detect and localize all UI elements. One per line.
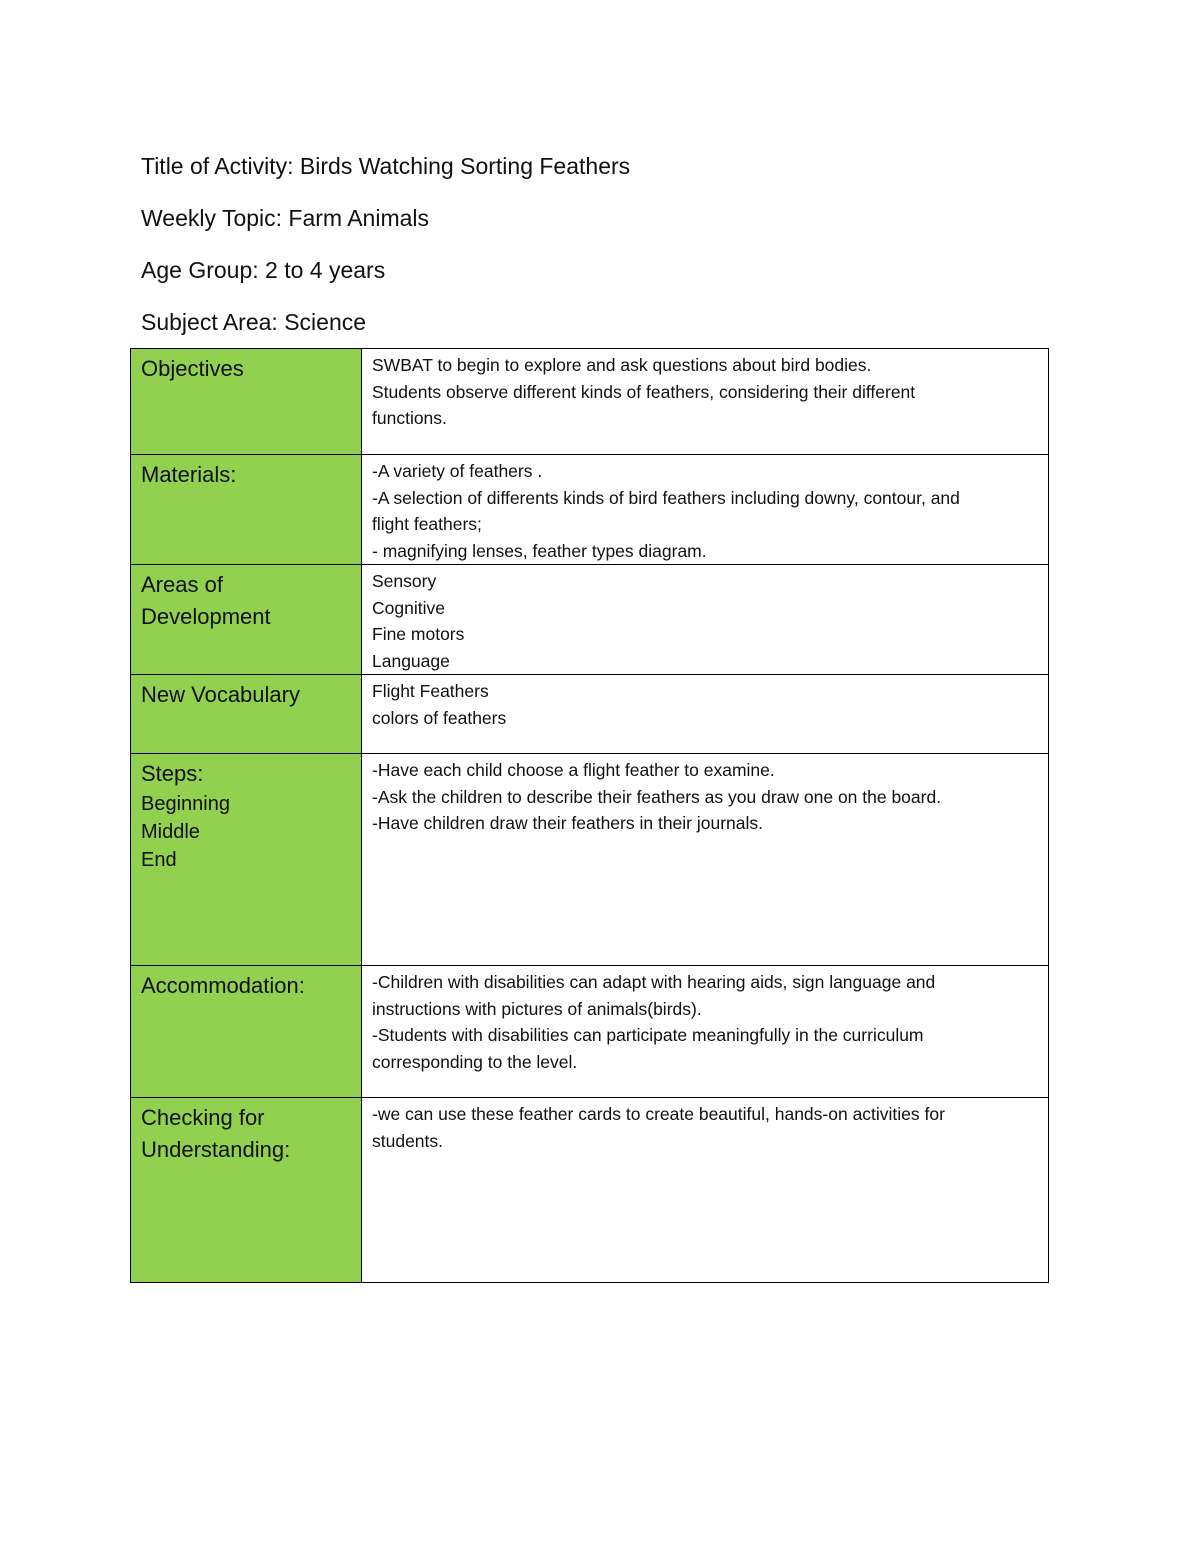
checking-for-understanding-label: Understanding: [141, 1137, 291, 1162]
development-area-item: Cognitive [372, 597, 445, 618]
vocabulary-item: colors of feathers [372, 707, 507, 728]
new-vocabulary-label-cell [131, 675, 362, 754]
weekly-topic: Weekly Topic: Farm Animals [141, 205, 430, 231]
new-vocabulary-content [362, 675, 1049, 754]
new-vocabulary-label: New Vocabulary [141, 682, 300, 707]
age-group: Age Group: 2 to 4 years [141, 257, 386, 283]
objectives-line: SWBAT to begin to explore and ask questions about bird bodies. [372, 355, 872, 375]
materials-line: flight feathers; [372, 514, 482, 534]
materials-content [362, 455, 1049, 565]
new-vocabulary-row [131, 675, 1049, 754]
lesson-plan-table [130, 348, 1049, 1283]
activity-title: Title of Activity: Birds Watching Sorting Feathers [141, 153, 631, 179]
materials-label-cell [131, 455, 362, 565]
steps-label-cell [131, 754, 362, 966]
areas-of-development-label-cell [131, 565, 362, 675]
checking-line: -we can use these feather cards to create beautiful, hands-on activities for [372, 1104, 945, 1124]
checking-for-understanding-content [362, 1098, 1049, 1283]
objectives-line: functions. [372, 408, 447, 428]
checking-for-understanding-row [131, 1098, 1049, 1283]
accommodation-line: instructions with pictures of animals(birds). [372, 998, 702, 1019]
accommodation-line: -Children with disabilities can adapt with hearing aids, sign language and [372, 972, 936, 992]
materials-line: -A variety of feathers . [372, 461, 543, 481]
vocabulary-item: Flight Feathers [372, 681, 489, 701]
objectives-label-cell [131, 349, 362, 455]
areas-of-development-content [362, 565, 1049, 675]
objectives-row [131, 349, 1049, 455]
areas-of-development-row [131, 565, 1049, 675]
materials-line: -A selection of differents kinds of bird feathers including downy, contour, and [372, 487, 960, 508]
steps-sublabel-middle: Middle [141, 821, 200, 843]
objectives-content [362, 349, 1049, 455]
steps-label: Steps: [141, 761, 204, 786]
step-item: -Have children draw their feathers in their journals. [372, 813, 764, 833]
areas-of-development-label: Development [141, 604, 271, 629]
accommodation-line: corresponding to the level. [372, 1051, 578, 1072]
materials-label: Materials: [141, 462, 237, 487]
step-item: -Ask the children to describe their feathers as you draw one on the board. [372, 786, 942, 807]
checking-for-understanding-label: Checking for [141, 1105, 265, 1130]
accommodation-label-cell [131, 966, 362, 1098]
steps-content [362, 754, 1049, 966]
objectives-line: Students observe different kinds of feathers, considering their different [372, 381, 916, 402]
development-area-item: Sensory [372, 571, 437, 591]
subject-area: Subject Area: Science [141, 309, 367, 335]
areas-of-development-label: Areas of [141, 572, 223, 597]
activity-header [141, 140, 630, 348]
materials-row [131, 455, 1049, 565]
development-area-item: Language [372, 650, 450, 671]
steps-row [131, 754, 1049, 966]
accommodation-row [131, 966, 1049, 1098]
objectives-label: Objectives [141, 356, 244, 381]
accommodation-line: -Students with disabilities can participate meaningfully in the curriculum [372, 1025, 924, 1045]
checking-line: students. [372, 1130, 444, 1151]
materials-line: - magnifying lenses, feather types diagram. [372, 540, 707, 561]
accommodation-content [362, 966, 1049, 1098]
step-item: -Have each child choose a flight feather to examine. [372, 760, 775, 780]
development-area-item: Fine motors [372, 624, 465, 644]
steps-sublabel-beginning: Beginning [141, 793, 230, 815]
checking-for-understanding-label-cell [131, 1098, 362, 1283]
steps-sublabel-end: End [141, 849, 177, 871]
accommodation-label: Accommodation: [141, 973, 305, 998]
